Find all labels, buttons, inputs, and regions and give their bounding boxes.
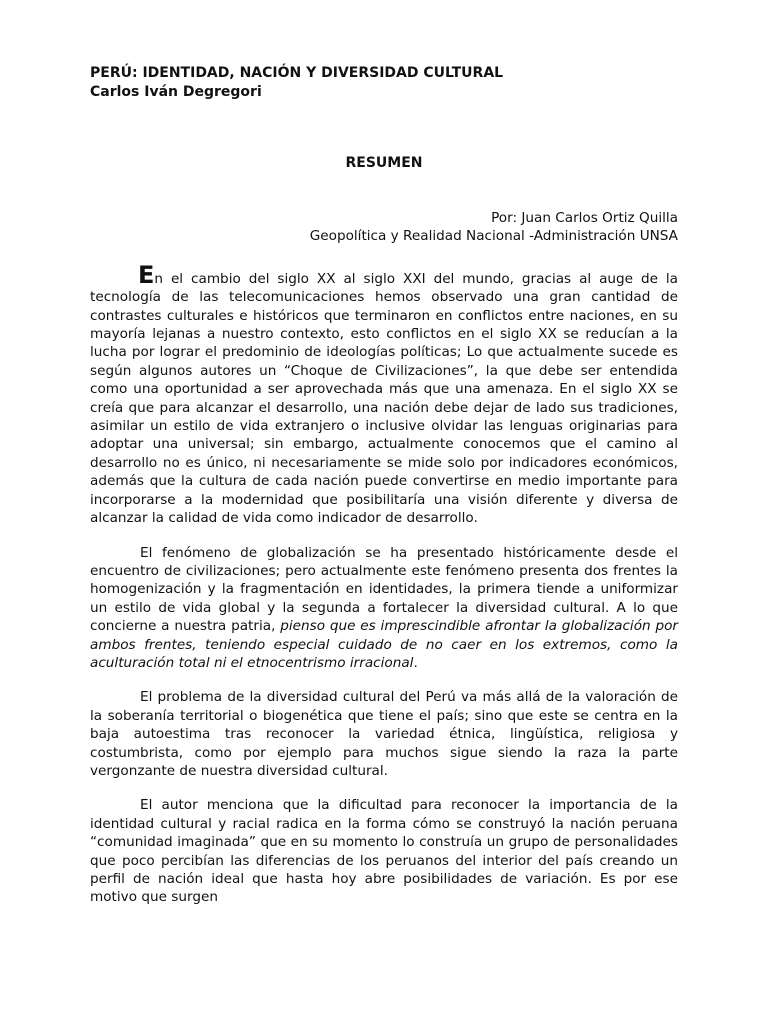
paragraph-4-text: El autor menciona que la dificultad para reconocer la importancia de la identidad cultural y racial radica en la forma cómo se construyó la nación peruana “comunidad imaginada” que en su momento lo construía un grupo de personalidades que poco percibían las diferencias de los peruanos del interior del país creando un perfil de nación ideal que hasta hoy abre posibilidades de variación. Es por ese motivo que surgen: [90, 797, 678, 906]
document-author: Carlos Iván Degregori: [90, 84, 262, 100]
paragraph-1-text: n el cambio del siglo XX al siglo XXI del mundo, gracias al auge de la tecnología de las telecomunicaciones hemos observado una gran cantidad de contrastes culturales e históricos que terminaron en conflictos entre naciones, en su mayoría lejanas a nuestro contexto, esto conflictos en el siglo XX se reducían a la lucha por lograr el predominio de ideologías políticas; Lo que actualmente sucede es según algunos autores un “Choque de Civilizaciones”, la que debe ser entendida como una oportunidad a ser aprovechada más que una amenaza. En el siglo XX se creía que para alcanzar el desarrollo, una nación debe dejar de lado sus tradiciones, asimilar un estilo de vida extranjero o inclusive olvidar las lenguas originarias para adoptar una universal; sin embargo, actualmente conocemos que el camino al desarrollo no es único, ni necesariamente se mide solo por indicadores económicos, además que la cultura de cada nación puede convertirse en medio importante para incorporarse a la modernidad que posibilitaría una visión diferente y diversa de alcanzar la calidad de vida como indicador de desarrollo.: [90, 270, 678, 527]
paragraph-3: [90, 688, 678, 780]
paragraph-1: [90, 260, 678, 528]
document-body: [90, 64, 678, 923]
document-title: PERÚ: IDENTIDAD, NACIÓN Y DIVERSIDAD CULTURAL: [90, 65, 504, 81]
section-heading: RESUMEN: [345, 155, 423, 171]
paragraph-4: [90, 796, 678, 906]
byline-author: Por: Juan Carlos Ortiz Quilla: [491, 210, 678, 226]
paragraph-2-end: .: [413, 654, 418, 671]
byline-course: Geopolítica y Realidad Nacional -Administración UNSA: [309, 228, 678, 245]
paragraph-3-text: El problema de la diversidad cultural del Perú va más allá de la valoración de la soberanía territorial o biogenética que tiene el país; sino que este se centra en la baja autoestima tras reconocer la variedad étnica, lingüística, religiosa y costumbrista, como por ejemplo para muchos sigue siendo la raza la parte vergonzante de nuestra diversidad cultural.: [90, 689, 678, 779]
drop-cap: E: [138, 260, 155, 289]
paragraph-2-italic: pienso que es imprescindible afrontar la globalización por ambos frentes, teniendo especial cuidado de no caer en los extremos, como la aculturación total ni el etnocentrismo irracional: [90, 618, 679, 671]
paragraph-2: [90, 544, 678, 673]
byline: [90, 209, 678, 246]
paragraph-2-text: El fenómeno de globalización se ha presentado históricamente desde el encuentro de civilizaciones; pero actualmente este fenómeno presenta dos frentes la homogenización y la fragmentación en identidades, la primera tiende a uniformizar un estilo de vida global y la segunda a fortalecer la diversidad cultural. A lo que concierne a nuestra patria,: [90, 544, 678, 635]
document-title-block: [90, 64, 678, 102]
